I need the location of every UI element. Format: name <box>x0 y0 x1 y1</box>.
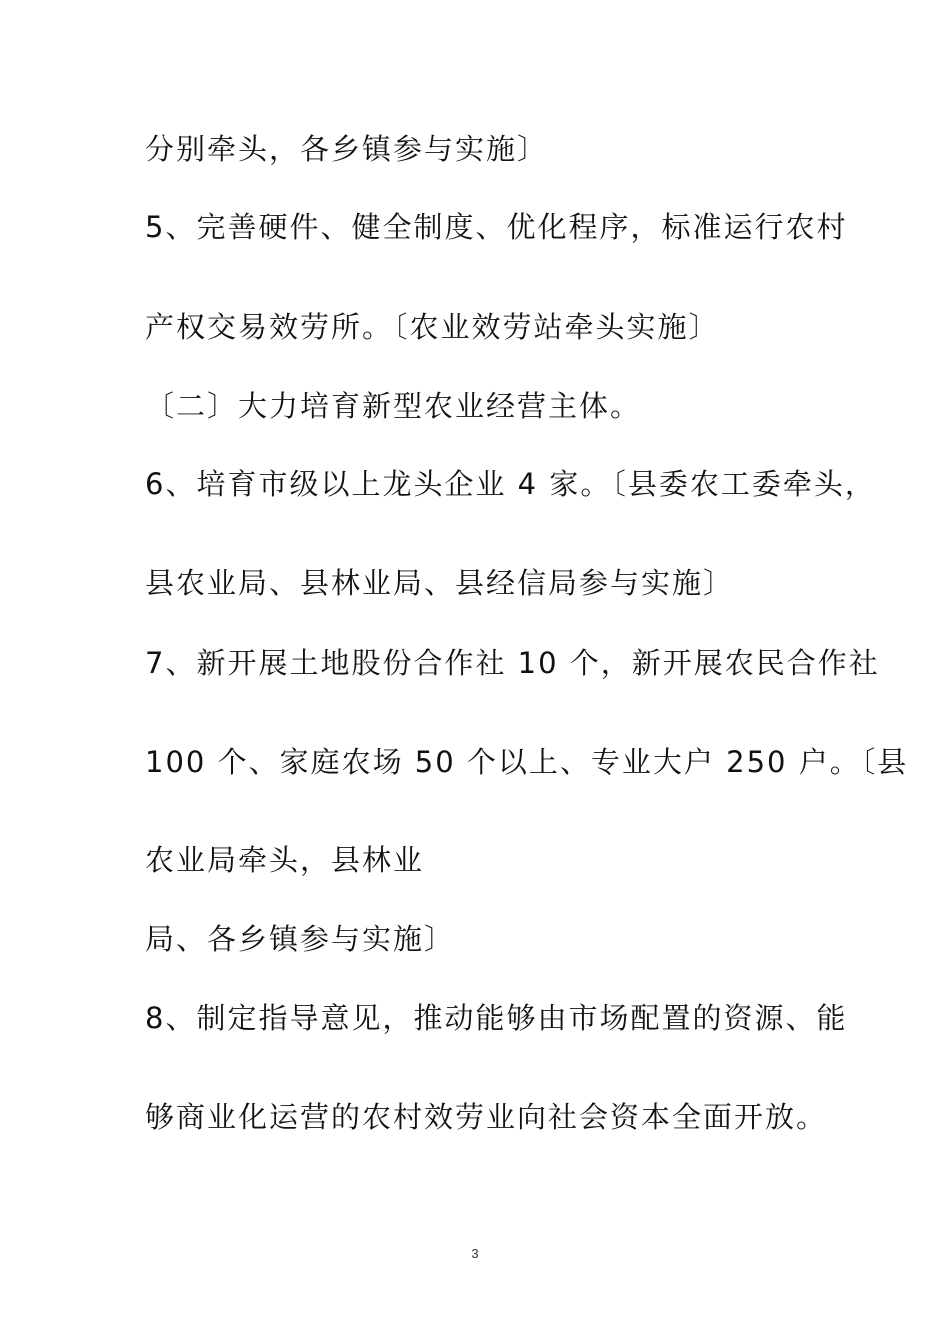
text-line: 县农业局、县林业局、县经信局参与实施〕 <box>145 566 735 600</box>
text-line: 够商业化运营的农村效劳业向社会资本全面开放。 <box>145 1100 828 1134</box>
text-line: 7、新开展土地股份合作社 10 个，新开展农民合作社 <box>145 646 880 680</box>
text-line: 分别牵头，各乡镇参与实施〕 <box>145 132 549 166</box>
text-line: 产权交易效劳所。〔农业效劳站牵头实施〕 <box>145 310 720 344</box>
text-line: 5、完善硬件、健全制度、优化程序，标准运行农村 <box>145 210 848 244</box>
page-number: 3 <box>471 1246 479 1261</box>
text-line: 局、各乡镇参与实施〕 <box>145 922 456 956</box>
text-line: 100 个、家庭农场 50 个以上、专业大户 250 户。〔县 <box>145 745 909 779</box>
text-line: 8、制定指导意见，推动能够由市场配置的资源、能 <box>145 1001 848 1035</box>
section-heading: 〔二〕大力培育新型农业经营主体。 <box>145 389 642 423</box>
text-line: 6、培育市级以上龙头企业 4 家。〔县委农工委牵头， <box>145 467 876 501</box>
text-line: 农业局牵头，县林业 <box>145 843 425 877</box>
